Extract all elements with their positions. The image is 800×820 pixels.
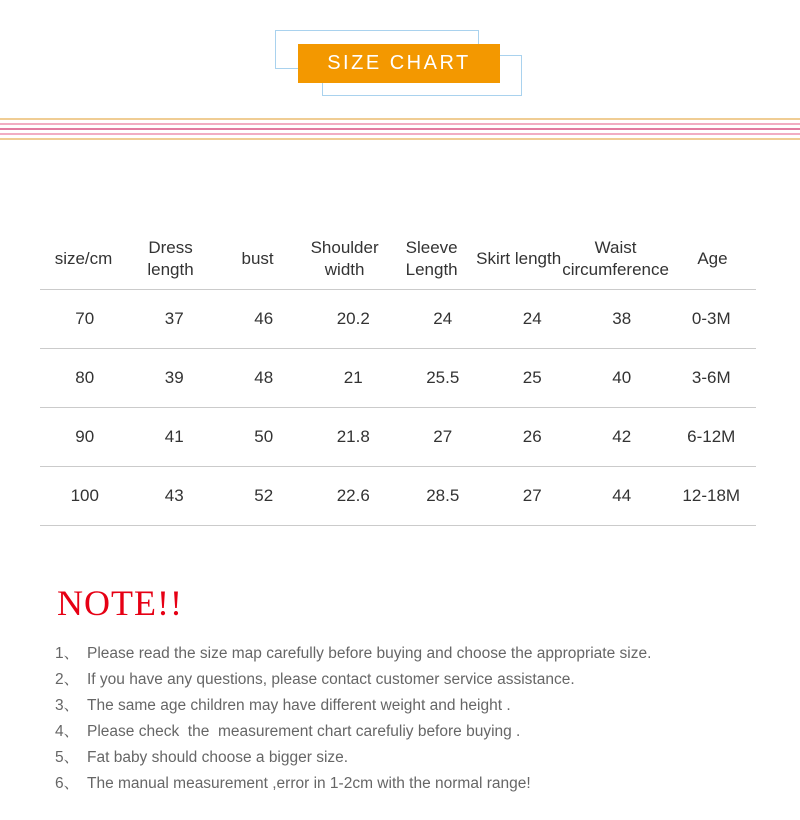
table-cell: 20.2 [336, 309, 370, 329]
column-header: Shoulder width [310, 238, 379, 279]
note-number: 6、 [55, 774, 80, 792]
table-cell: 40 [612, 368, 632, 388]
note-item [55, 667, 757, 693]
table-body [40, 290, 756, 526]
table-cell: 39 [164, 368, 184, 388]
table-cell: 25.5 [426, 368, 460, 388]
table-cell: 37 [164, 309, 184, 329]
note-number: 3、 [55, 696, 80, 714]
table-cell: 27 [522, 486, 542, 506]
table-cell: 28.5 [426, 486, 460, 506]
table-cell: 21.8 [336, 427, 370, 447]
note-number: 4、 [55, 722, 80, 740]
note-text: Fat baby should choose a bigger size. [87, 748, 349, 766]
note-title: NOTE!! [57, 583, 183, 623]
table-cell: 50 [254, 427, 274, 447]
table-row [40, 408, 756, 467]
note-text: If you have any questions, please contact customer service assistance. [87, 670, 575, 688]
table-cell: 12-18M [682, 486, 741, 506]
note-text: The same age children may have different weight and height . [87, 696, 511, 714]
column-header: Sleeve Length [405, 238, 458, 279]
size-table [40, 228, 756, 526]
divider-stripe [0, 138, 800, 140]
table-cell: 90 [75, 427, 95, 447]
table-row [40, 349, 756, 408]
column-header: Dress length [147, 238, 194, 279]
divider-stripe [0, 123, 800, 125]
table-header-row [40, 228, 756, 290]
table-cell: 27 [433, 427, 453, 447]
table-cell: 25 [522, 368, 542, 388]
column-header: Waist circumference [562, 238, 669, 279]
table-cell: 44 [612, 486, 632, 506]
note-number: 5、 [55, 748, 80, 766]
table-cell: 43 [164, 486, 184, 506]
table-cell: 70 [75, 309, 95, 329]
divider-stripe [0, 133, 800, 135]
divider-stripes [0, 118, 800, 140]
table-cell: 42 [612, 427, 632, 447]
column-header: Skirt length [476, 248, 562, 268]
table-cell: 41 [164, 427, 184, 447]
table-cell: 24 [522, 309, 542, 329]
table-cell: 80 [75, 368, 95, 388]
note-item [55, 771, 757, 797]
column-header: bust [241, 248, 274, 268]
note-section [57, 584, 757, 797]
page-title: SIZE CHART [327, 52, 471, 74]
divider-stripe [0, 128, 800, 130]
note-item [55, 745, 757, 771]
table-cell: 3-6M [691, 368, 731, 388]
table-cell: 26 [522, 427, 542, 447]
table-cell: 21 [343, 368, 363, 388]
table-cell: 24 [433, 309, 453, 329]
table-row [40, 467, 756, 526]
note-text: Please read the size map carefully before buying and choose the appropriate size. [87, 644, 652, 662]
table-row [40, 290, 756, 349]
table-cell: 0-3M [691, 309, 731, 329]
table-cell: 22.6 [336, 486, 370, 506]
table-cell: 52 [254, 486, 274, 506]
table-cell: 48 [254, 368, 274, 388]
note-text: Please check the measurement chart carefuliy before buying . [87, 722, 521, 740]
table-cell: 6-12M [687, 427, 736, 447]
column-header: Age [697, 248, 728, 268]
table-cell: 100 [70, 486, 99, 506]
note-number: 2、 [55, 670, 80, 688]
note-number: 1、 [55, 644, 80, 662]
note-item [55, 719, 757, 745]
note-item [55, 641, 757, 667]
note-item [55, 693, 757, 719]
table-cell: 38 [612, 309, 632, 329]
column-header: size/cm [54, 248, 113, 268]
page-title-banner [298, 44, 500, 83]
note-list [55, 641, 757, 797]
divider-stripe [0, 118, 800, 120]
note-text: The manual measurement ,error in 1-2cm with the normal range! [87, 774, 531, 792]
table-cell: 46 [254, 309, 274, 329]
